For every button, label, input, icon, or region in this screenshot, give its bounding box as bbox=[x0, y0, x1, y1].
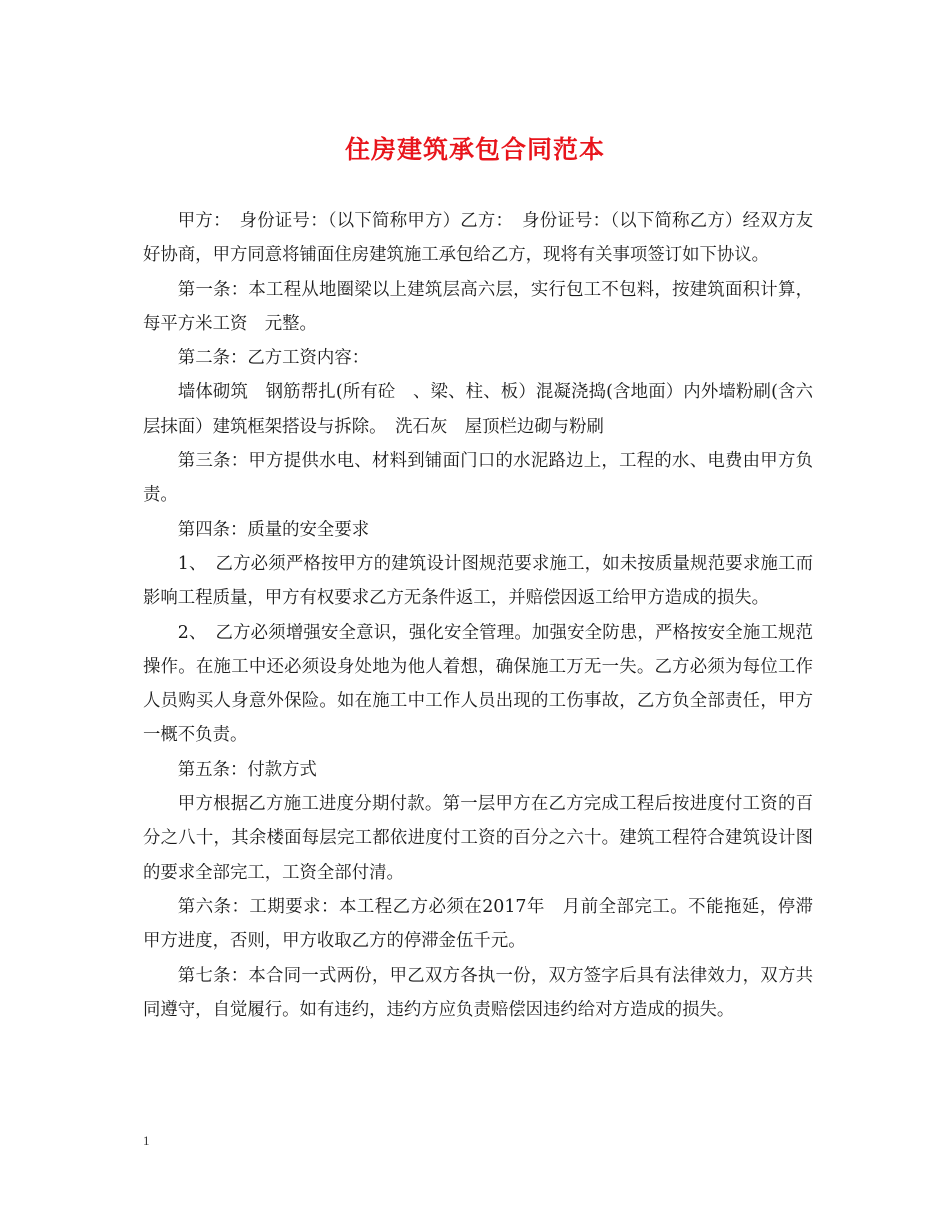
paragraph-article-7: 第七条：本合同一式两份，甲乙双方各执一份，双方签字后具有法律效力，双方共同遵守，自觉履行。如有违约，违约方应负责赔偿因违约给对方造成的损失。 bbox=[143, 965, 813, 1020]
paragraph-article-6: 第六条：工期要求：本工程乙方必须在2017年 月前全部完工。不能拖延，停滞甲方进度，否则，甲方收取乙方的停滞金伍千元。 bbox=[143, 896, 813, 952]
paragraph-article-2: 第二条：乙方工资内容： bbox=[177, 348, 370, 369]
paragraph-article-5: 第五条：付款方式 bbox=[177, 759, 317, 780]
paragraph-article-3: 第三条：甲方提供水电、材料到铺面门口的水泥路边上，工程的水、电费由甲方负责。 bbox=[143, 451, 813, 506]
paragraph-parties: 甲方： 身份证号：（以下简称甲方）乙方： 身份证号：（以下简称乙方）经双方友好协商，甲方同意将铺面住房建筑施工承包给乙方，现将有关事项签订如下协议。 bbox=[143, 211, 813, 266]
document-body bbox=[143, 204, 813, 1027]
paragraph-payment: 甲方根据乙方施工进度分期付款。第一层甲方在乙方完成工程后按进度付工资的百分之八十，其余楼面每层完工都依进度付工资的百分之六十。建筑工程符合建筑设计图的要求全部完工，工资全部付清。 bbox=[143, 794, 813, 883]
paragraph-safety-2: 2、 乙方必须增强安全意识，强化安全管理。加强安全防患，严格按安全施工规范操作。在施工中还必须设身处地为他人着想，确保施工万无一失。乙方必须为每位工作人员购买人身意外保险。如在施工中工作人员出现的工伤事故，乙方负全部责任，甲方一概不负责。 bbox=[143, 622, 813, 746]
paragraph-article-4: 第四条：质量的安全要求 bbox=[177, 519, 370, 540]
paragraph-quality-1: 1、 乙方必须严格按甲方的建筑设计图规范要求施工，如未按质量规范要求施工而影响工程质量，甲方有权要求乙方无条件返工，并赔偿因返工给甲方造成的损失。 bbox=[143, 553, 813, 609]
document-title: 住房建筑承包合同范本 bbox=[344, 135, 605, 164]
paragraph-article-1: 第一条：本工程从地圈梁以上建筑层高六层，实行包工不包料，按建筑面积计算，每平方米工资 元整。 bbox=[143, 279, 813, 334]
paragraph-work-content: 墙体砌筑 钢筋帮扎(所有砼 、梁、柱、板）混凝浇捣(含地面）内外墙粉刷(含六层抹面）建筑框架搭设与拆除。 洗石灰 屋顶栏边砌与粉刷 bbox=[143, 382, 813, 437]
page-number: 1 bbox=[143, 1133, 150, 1148]
